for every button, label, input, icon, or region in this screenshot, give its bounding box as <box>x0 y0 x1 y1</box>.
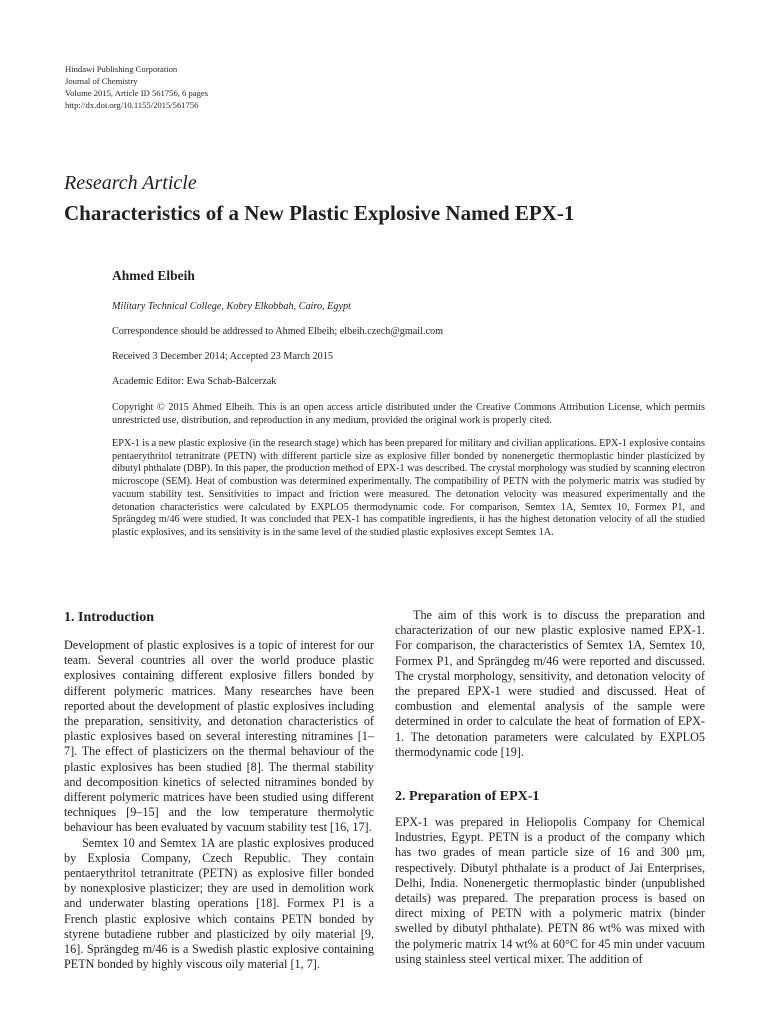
section-heading-introduction: 1. Introduction <box>64 610 154 625</box>
publisher-name: Hindawi Publishing Corporation <box>65 64 178 74</box>
volume-info: Volume 2015, Article ID 561756, 6 pages <box>65 88 209 98</box>
author-name: Ahmed Elbeih <box>112 268 195 283</box>
received-dates: Received 3 December 2014; Accepted 23 March 2015 <box>112 351 333 362</box>
intro-paragraph-2: Semtex 10 and Semtex 1A are plastic explosives produced by Explosia Company, Czech Republic. They contain pentaerythritol tetranitrate (PETN) as explosive filler bonded by nonexplosive plasticizer; they are used in demolition work and underwater blasting operations [18]. Formex P1 is a French plastic explosive which contains PETN bonded by styrene butadiene rubber and plasticized by oily material [9, 16]. Sprängdeg m/46 is a Swedish plastic explosive containing PETN bonded by highly viscous oily material [1, 7]. <box>64 835 374 972</box>
intro-paragraph-3: The aim of this work is to discuss the preparation and characterization of our new plastic explosive named EPX-1. For comparison, the characteristics of Semtex 1A, Semtex 10, Formex P1, and Sprängdeg m/46 were reported and discussed. The crystal morphology, sensitivity, and detonation velocity of the prepared EPX-1 were studied and discussed. Heat of combustion and elemental analysis of the sample were determined in order to calculate the heat of formation of EPX-1. The detonation parameters were calculated by EXPLO5 thermodynamic code [19]. <box>395 608 705 759</box>
right-column <box>395 608 705 967</box>
author-affiliation: Military Technical College, Kobry Elkobbah, Cairo, Egypt <box>112 301 351 312</box>
correspondence: Correspondence should be addressed to Ahmed Elbeih; elbeih.czech@gmail.com <box>112 326 444 337</box>
abstract: EPX-1 is a new plastic explosive (in the research stage) which has been prepared for military and civilian applications. EPX-1 explosive contains pentaerythritol tetranitrate (PETN) with different particle size as explosive filler bonded by nonenergetic thermoplastic binder plasticized by dibutyl phthalate (DBP). In this paper, the production method of EPX-1 was described. The crystal morphology was studied by scanning electron microscope (SEM). Heat of combustion was determined experimentally. The compatibility of PETN with the polymeric matrix was studied by vacuum stability test. Sensitivities to impact and friction were measured. The detonation velocity was measured experimentally and the detonation characteristics were calculated by EXPLO5 thermodynamic code. For comparison, Semtex 1A, Semtex 10, Formex P1, and Sprängdeg m/46 were studied. It was concluded that PEX-1 has compatible ingredients, it has the highest detonation velocity of all the studied plastic explosives, and its sensitivity is in the same level of the studied plastic explosives except Semtex 1A. <box>112 438 705 538</box>
left-column <box>64 608 374 972</box>
intro-paragraph-1: Development of plastic explosives is a topic of interest for our team. Several countries all over the world produce plastic explosives containing different explosive fillers bonded by different polymeric matrices. Many researches have been reported about the development of plastic explosives including the preparation, sensitivity, and detonation characteristics of plastic explosives based on several interesting nitramines [1–7]. The effect of plasticizers on the thermal behaviour of the plastic explosives has been studied [8]. The thermal stability and decomposition kinetics of selected nitramines bonded by different polymeric matrices have been studied using different techniques [9–15] and the low temperature thermolytic behaviour has been evaluated by vacuum stability test [16, 17]. <box>64 638 374 835</box>
copyright-notice: Copyright © 2015 Ahmed Elbeih. This is an open access article distributed under the Creative Commons Attribution License, which permits unrestricted use, distribution, and reproduction in any medium, provided the original work is properly cited. <box>112 402 705 426</box>
doi-link[interactable]: http://dx.doi.org/10.1155/2015/561756 <box>65 100 199 110</box>
academic-editor: Academic Editor: Ewa Schab-Balcerzak <box>112 376 277 387</box>
article-type: Research Article <box>64 172 197 194</box>
journal-name: Journal of Chemistry <box>65 76 138 86</box>
preparation-paragraph-1: EPX-1 was prepared in Heliopolis Company for Chemical Industries, Egypt. PETN is a product of the company which has two grades of mean particle size of 16 and 300 μm, respectively. Dibutyl phthalate is a product of Jai Enterprises, Delhi, India. Nonenergetic thermoplastic binder (unpublished details) was prepared. The preparation process is based on direct mixing of PETN with a polymeric matrix (binder swelled by dibutyl phthalate). PETN 86 wt% was mixed with the polymeric matrix 14 wt% at 60°C for 45 min under vacuum using stainless steel vertical mixer. The addition of <box>395 815 705 966</box>
section-heading-preparation: 2. Preparation of EPX-1 <box>395 789 540 805</box>
article-title: Characteristics of a New Plastic Explosive Named EPX-1 <box>64 201 575 225</box>
publication-info <box>65 63 208 111</box>
